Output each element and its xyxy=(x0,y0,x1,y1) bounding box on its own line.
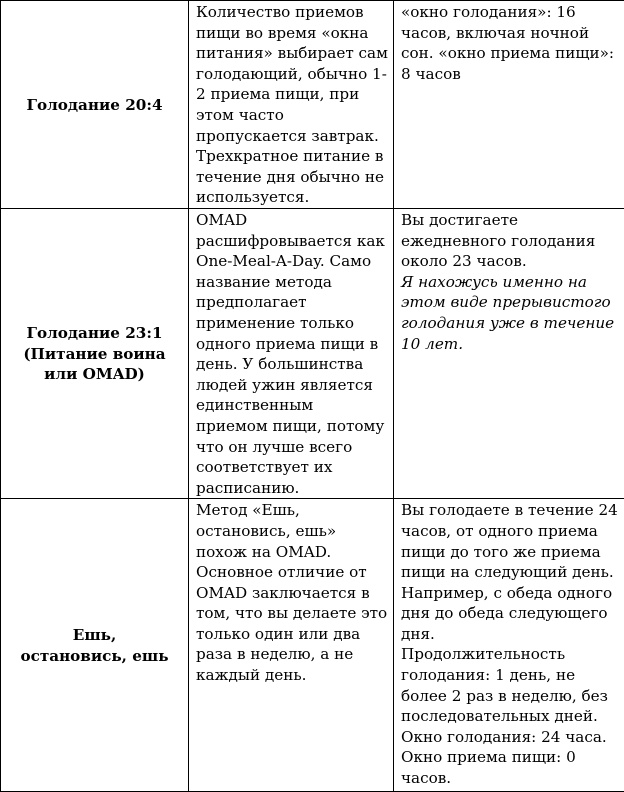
personal-note: Я нахожусь именно на этом виде прерывистого голодания уже в течение 10 лет. xyxy=(401,272,620,354)
method-description: Метод «Ешь, остановись, ешь» похож на OMAD. Основное отличие от OMAD заключается в том, что вы делаете это только один или два раза в неделю, а не каждый день. xyxy=(196,500,389,685)
method-name-cell xyxy=(1,1,189,209)
details-cell xyxy=(394,1,624,209)
method-name-line: остановись, ешь xyxy=(5,646,184,667)
details-cell xyxy=(394,499,624,792)
method-name-cell xyxy=(1,209,189,499)
method-duration: Продолжительность голодания: 1 день, не более 2 раз в неделю, без последовательных дней. xyxy=(401,644,620,726)
eating-window: Окно приема пищи: 0 часов. xyxy=(401,747,620,788)
table-row xyxy=(1,499,624,792)
details-cell xyxy=(394,209,624,499)
table-row xyxy=(1,1,624,209)
description-cell xyxy=(189,1,394,209)
description-cell xyxy=(189,499,394,792)
method-details: Вы достигаете ежедневного голодания около 23 часов. xyxy=(401,210,620,272)
method-name-line: Ешь, xyxy=(5,625,184,646)
method-description: Количество приемов пищи во время «окна питания» выбирает сам голодающий, обычно 1-2 приема пищи, при этом часто пропускается завтрак. Трехкратное питание в течение дня обычно не используется. xyxy=(196,2,389,208)
description-cell xyxy=(189,209,394,499)
method-name-line: Голодание 23:1 xyxy=(5,323,184,344)
method-details: «окно голодания»: 16 часов, включая ночной сон. «окно приема пищи»: 8 часов xyxy=(401,2,620,84)
fasting-window: Окно голодания: 24 часа. xyxy=(401,727,620,748)
method-name-cell xyxy=(1,499,189,792)
table-row xyxy=(1,209,624,499)
method-name-line: (Питание воина xyxy=(5,344,184,365)
method-description: OMAD расшифровывается как One-Meal-A-Day. Само название метода предполагает применение только одного приема пищи в день. У большинства людей ужин является единственным приемом пищи, потому что он лучше всего соответствует их расписанию. xyxy=(196,210,389,498)
method-details: Вы голодаете в течение 24 часов, от одного приема пищи до того же приема пищи на следующий день. Например, с обеда одного дня до обеда следующего дня. xyxy=(401,500,620,644)
method-name-line: или OMAD) xyxy=(5,364,184,385)
method-name: Голодание 20:4 xyxy=(5,95,184,116)
